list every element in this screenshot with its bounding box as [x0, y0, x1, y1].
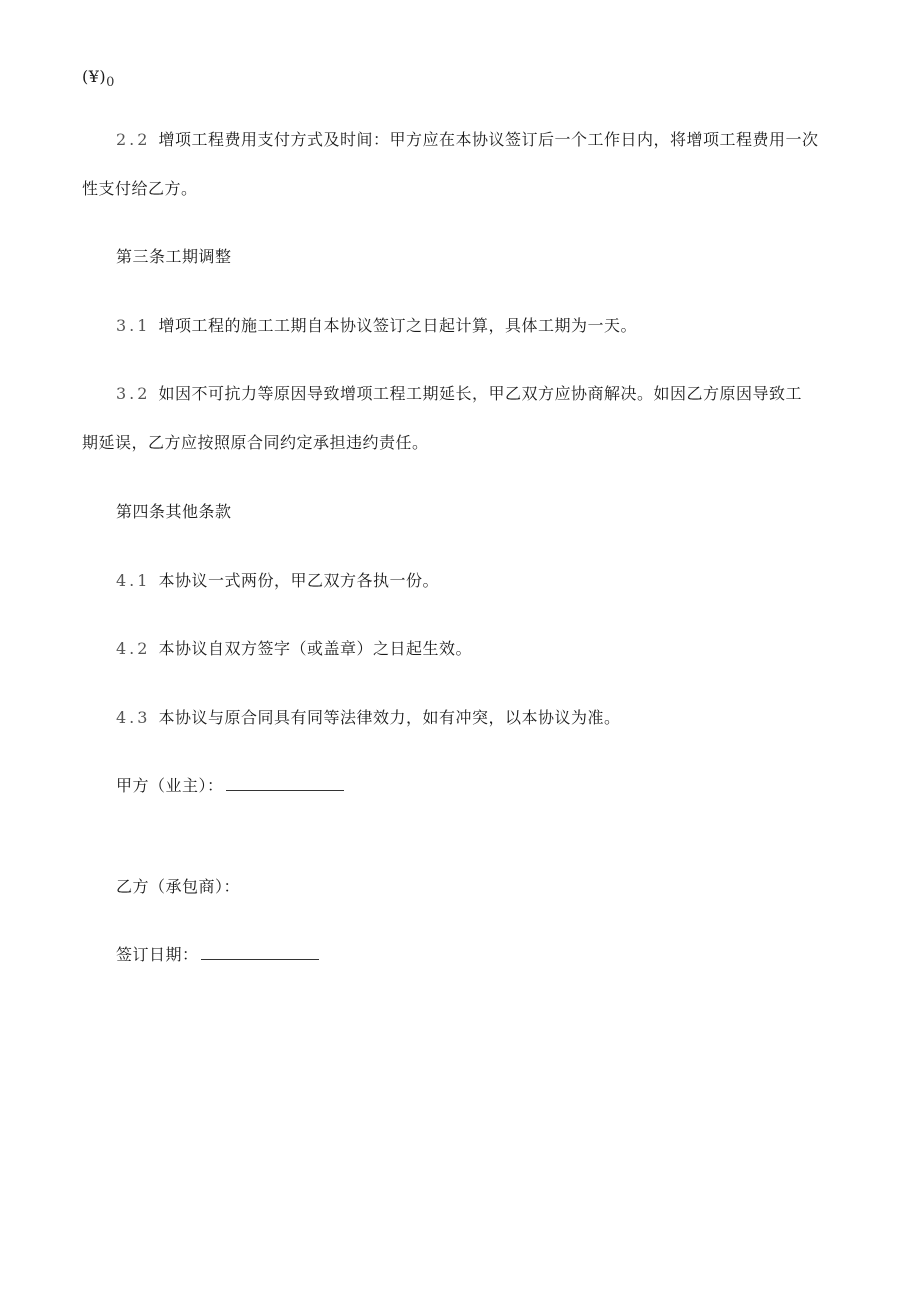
- clause-4-1: [116, 570, 439, 592]
- clause-3-2-line-1: [116, 383, 802, 405]
- clause-3-2-line-2: [82, 432, 429, 454]
- clause-number: 4.1: [116, 571, 151, 590]
- clause-4-3: [116, 707, 620, 729]
- article-3-title: 第三条工期调整: [116, 247, 232, 266]
- clause-text: 增项工程的施工工期自本协议签订之日起计算，具体工期为一天。: [158, 316, 637, 335]
- signing-date-label: 签订日期：: [116, 945, 199, 964]
- clause-text: 期延误，乙方应按照原合同约定承担违约责任。: [82, 433, 429, 452]
- party-a-signature-line: [116, 775, 344, 797]
- clause-text: 本协议自双方签字（或盖章）之日起生效。: [158, 639, 472, 658]
- party-b-signature-line: [116, 876, 240, 898]
- clause-text: 性支付给乙方。: [82, 179, 198, 198]
- top-fragment: [82, 66, 115, 90]
- party-b-label: 乙方（承包商）：: [116, 877, 241, 896]
- party-a-label: 甲方（业主）：: [116, 776, 224, 795]
- party-a-blank[interactable]: [226, 776, 344, 791]
- clause-number: 3.1: [116, 316, 151, 335]
- fragment-tail: 0: [106, 75, 115, 90]
- signing-date-blank[interactable]: [201, 945, 319, 960]
- clause-number: 4.2: [116, 639, 151, 658]
- clause-text: 增项工程费用支付方式及时间：甲方应在本协议签订后一个工作日内，将增项工程费用一次: [158, 130, 819, 149]
- clause-number: 3.2: [116, 384, 151, 403]
- clause-4-2: [116, 638, 472, 660]
- yen-parenthetical: (¥): [82, 67, 107, 86]
- clause-text: 本协议与原合同具有同等法律效力，如有冲突，以本协议为准。: [158, 708, 621, 727]
- signing-date-line: [116, 944, 319, 966]
- clause-2-2-line-2: [82, 178, 198, 200]
- clause-text: 如因不可抗力等原因导致增项工程工期延长，甲乙双方应协商解决。如因乙方原因导致工: [158, 384, 802, 403]
- clause-text: 本协议一式两份，甲乙双方各执一份。: [158, 571, 439, 590]
- clause-2-2-line-1: [116, 129, 818, 151]
- clause-number: 4.3: [116, 708, 151, 727]
- clause-number: 2.2: [116, 130, 151, 149]
- article-4-title: 第四条其他条款: [116, 502, 232, 521]
- clause-3-1: [116, 315, 637, 337]
